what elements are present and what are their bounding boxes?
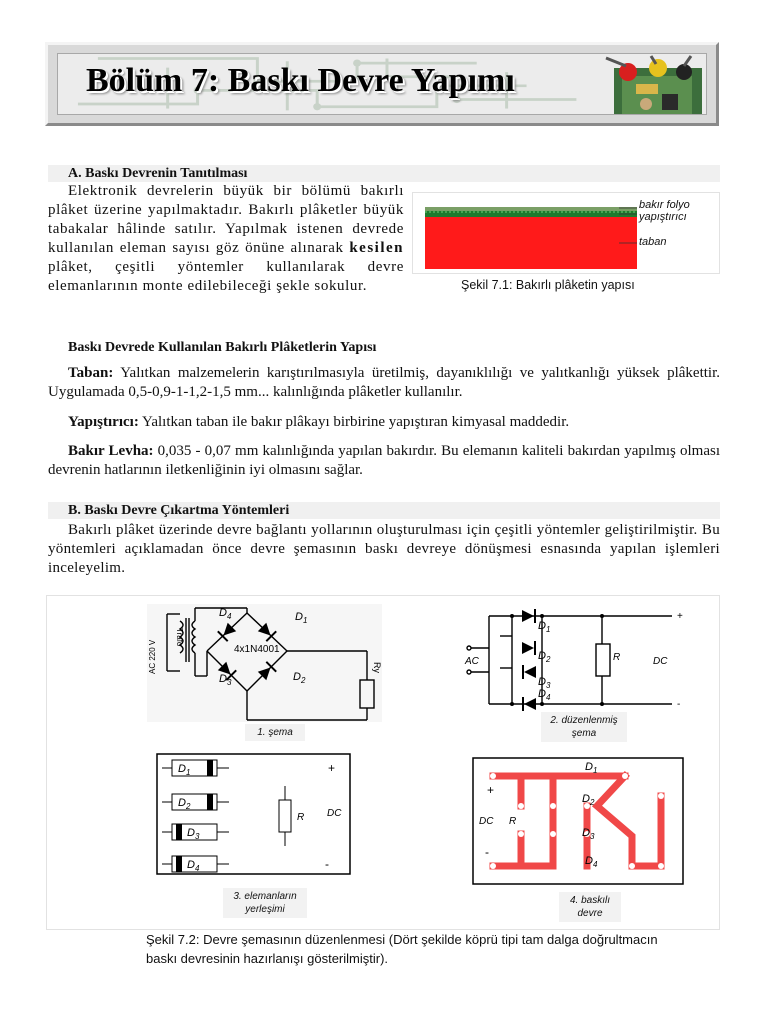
panel-4-r-label: R [509,816,517,827]
label-adhesive: yapıştırıcı [639,211,687,223]
label-base: taban [639,236,667,248]
base-paragraph [48,364,720,402]
panel-1-d1-label: $D_1$ [295,611,308,625]
panel-3-minus: - [325,857,329,871]
label-copper-foil: bakır folyo [639,199,690,211]
panel-4-label-line1: 4. baskılı [569,895,611,906]
panel-3-d3-label: $D_3$ [187,827,200,841]
panel-4-d1-label: $D_1$ [585,761,598,775]
copper-text: 0,035 - 0,07 mm kalınlığında yapılan bakırdır. Bu elemanın kaliteli bakırdan yapılmış olması devrenin hatlarının iletkenliğinin iyi olmasını sağlar. [48,443,720,478]
figure-7-2-caption: Şekil 7.2: Devre şemasının düzenlenmesi (Dört şekilde köprü tipi tam dalga doğrultmacın baskı devresinin hazırlanışı gösterilmiştir). [146,932,658,966]
panel-1-label: 1. şema [245,724,305,741]
adhesive-paragraph [48,413,720,432]
panel-3-r-label: R [297,812,305,823]
panel-4-d4-label: $D_4$ [585,855,598,869]
panel-2-d4-label: $D_4$ [538,688,551,702]
panel-2-plus: + [677,611,683,622]
transformer-label: Trafo [175,628,184,647]
panel-3-d1-label: $D_1$ [178,763,191,777]
panel-2-dc-label: DC [653,656,668,667]
panel-2-minus: - [677,699,681,710]
base-text: Yalıtkan malzemelerin karıştırılmasıyla üretilmiş, dayanıklılığı ve yalıtkanlığı yüksek plâkettir. Uygulamada 0,5-0,9-1-1,2-1,5 mm... kalınlığında plâketler kullanılır. [48,365,720,400]
panel-2-label [541,712,627,742]
panel-4-label [559,892,621,922]
panel-2-label-line2: şema [571,728,597,739]
panel-2-d2-label: $D_2$ [538,650,551,664]
panel-3-label-line1: 3. elemanların [233,891,297,902]
section-b-heading: B. Baskı Devre Çıkartma Yöntemleri [48,502,720,519]
section-b-text: Bakırlı plâket üzerinde devre bağlantı yollarının oluşturulması için çeşitli yöntemler geliştirilmiştir. Bu yöntemleri açıklamadan önce devre şemasının baskı devreye dönüşmesi esnasında yapılan işlemleri inceleyelim. [48,522,720,576]
section-a-intro [48,182,404,296]
figure-7-1 [412,192,720,274]
panel-3-label-line2: yerleşimi [245,904,285,915]
copper-paragraph [48,442,720,480]
adhesive-term: Yapıştırıcı: [68,414,139,430]
panel-2-schematic [467,616,672,704]
banner-panel [57,53,707,115]
panel-4-plus: + [487,783,495,797]
chapter-banner [45,42,719,126]
panel-2-r-label: R [613,652,621,663]
copper-foil-layer [425,207,637,211]
figure-7-1-caption: Şekil 7.1: Bakırlı plâketin yapısı [461,278,635,292]
intro-text-end: plâket, çeşitli yöntemler kullanılarak devre elemanlarının monte edilebileceği şekle sokulur. [48,259,404,294]
panel-4-d2-label: $D_2$ [582,793,595,807]
structure-heading: Baskı Devrede Kullanılan Bakırlı Plâketlerin Yapısı [68,340,377,355]
panel-2-d1-label: $D_1$ [538,620,551,634]
panel-1-schematic [147,604,382,722]
intro-text-start: Elektronik devrelerin büyük bir bölümü bakırlı plâket üzerine yapılmaktadır. Bakırlı plâketler büyük tabakalar hâlinde satılır. Yapılmak istenen devrede kullanılan eleman sayısı göz önüne alınarak [48,183,404,256]
load-label: Ry [372,662,382,673]
panel-3-d4-label: $D_4$ [187,859,200,873]
chapter-title: Bölüm 7: Baskı Devre Yapımı [86,62,515,99]
intro-bold-word: kesilen [349,240,404,256]
panel-4-dc-label: DC [479,816,494,827]
panel-3-plus: + [328,761,336,775]
panel-2-label-line1: 2. düzenlenmiş [550,715,618,726]
panel-2-ac-label: AC [465,656,479,667]
base-term: Taban: [68,365,114,381]
rectifier-figure-svg [47,596,721,931]
diode-part-number: 4x1N4001 [234,644,280,655]
panel-2-diodes [522,609,536,711]
adhesive-text: Yalıtkan taban ile bakır plâkayı birbirine yapıştıran kimyasal maddedir. [138,414,570,430]
panel-1-d3-label: $D_3$ [219,673,232,687]
panel-1-d2-label: $D_2$ [293,671,306,685]
panel-4-minus: - [485,845,489,859]
panel-1-d4-label: $D_4$ [219,607,232,621]
panel-3-label [223,888,307,918]
copper-term: Bakır Levha: [68,443,154,459]
figure-7-2 [46,595,720,930]
panel-2-junctions [510,614,604,706]
panel-3-d2-label: $D_2$ [178,797,191,811]
panel-4-d3-label: $D_3$ [582,827,595,841]
section-a-heading: A. Baskı Devrenin Tanıtılması [48,165,720,182]
source-voltage-label: AC 220 V [148,639,157,674]
panel-2-d3-label: $D_3$ [538,676,551,690]
panel-4-pcb [473,758,683,884]
panel-3-dc-label: DC [327,808,342,819]
base-layer [425,217,637,269]
pcb-photo-image [596,54,706,115]
panel-4-label-line2: devre [577,908,603,919]
